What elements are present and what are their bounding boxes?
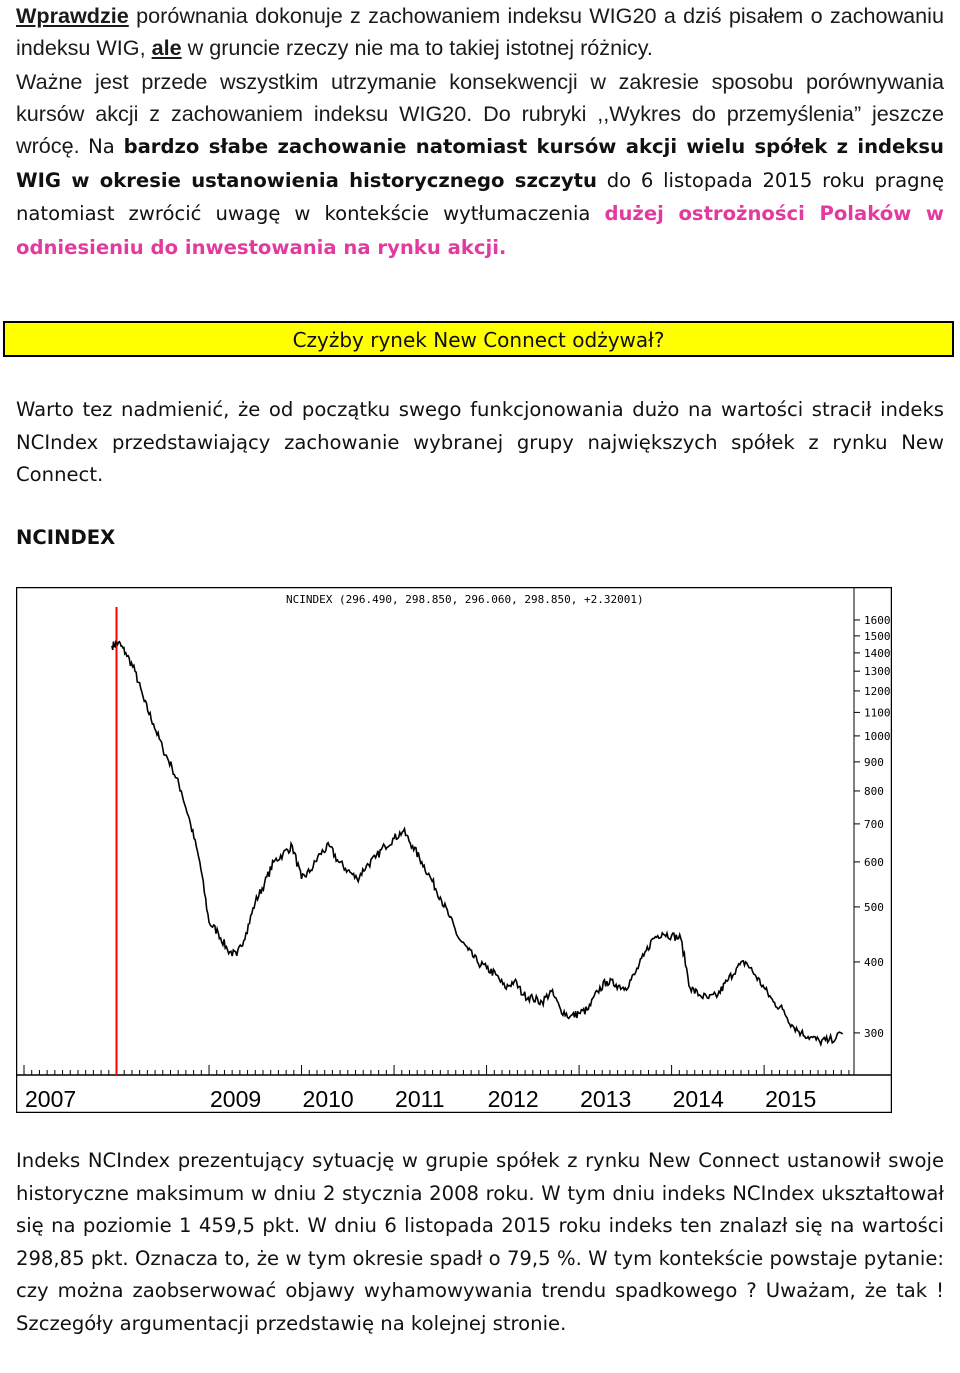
y-tick-label: 300 (864, 1026, 884, 1040)
y-tick-label: 1000 (864, 729, 891, 743)
emphasis-ale: ale (151, 35, 182, 60)
y-tick-label: 800 (864, 784, 884, 798)
x-tick-label: 2009 (210, 1086, 262, 1112)
x-tick-label: 2013 (580, 1086, 632, 1112)
consistency-text-2: Na (88, 135, 124, 158)
y-tick-label: 1400 (864, 646, 891, 660)
y-tick-label: 500 (864, 900, 884, 914)
x-tick-label: 2015 (765, 1086, 817, 1112)
x-tick-label: 2007 (25, 1086, 77, 1112)
y-tick-label: 1600 (864, 613, 891, 627)
section-banner: Czyżby rynek New Connect odżywał? (3, 321, 954, 357)
x-tick-label: 2012 (487, 1086, 539, 1112)
y-tick-label: 1100 (864, 706, 891, 720)
y-tick-label: 1500 (864, 629, 891, 643)
paragraph-intro (16, 0, 944, 64)
paragraph-ncindex-intro: Warto tez nadmienić, że od początku swego funkcjonowania dużo na wartości stracił indeks NCIndex przedstawiający zachowanie wybranej grupy największych spółek z rynku New Connect. (16, 398, 944, 486)
y-tick-label: 1300 (864, 665, 891, 679)
y-tick-label: 600 (864, 855, 884, 869)
intro-text-2: w gruncie rzeczy nie ma to takiej istotnej różnicy. (181, 35, 653, 60)
x-tick-label: 2014 (672, 1086, 724, 1112)
y-tick-label: 700 (864, 817, 884, 831)
chart-frame (17, 588, 892, 1113)
intro-text-1: porównania dokonuje z zachowaniem indeksu WIG20 a dziś pisałem o zachowaniu indeksu WIG, (16, 3, 944, 60)
y-tick-label: 1200 (864, 684, 891, 698)
y-tick-label: 400 (864, 955, 884, 969)
consistency-text-1: Ważne jest przede wszystkim utrzymanie konsekwencji w zakresie sposobu porównywania kursów akcji z zachowaniem indeksu WIG20. Do rubryki ,,Wykres do przemyślenia” jeszcze wrócę. (16, 69, 944, 158)
paragraph-consistency (16, 66, 944, 264)
y-tick-label: 900 (864, 755, 884, 769)
consistency-bold-text: bardzo słabe zachowanie natomiast kursów akcji wielu spółek z indeksu WIG w okresie ustanowienia historycznego szczytu (16, 135, 944, 192)
x-tick-label: 2010 (302, 1086, 354, 1112)
x-tick-label: 2011 (395, 1086, 445, 1112)
chart-heading: NCINDEX (16, 526, 116, 549)
consistency-text-3: do 6 listopada 2015 roku pragnę natomiast zwrócić uwagę w kontekście wytłumaczenia (16, 168, 944, 225)
chart-title: NCINDEX (296.490, 298.850, 296.060, 298.850, +2.32001) (286, 593, 644, 606)
consistency-highlight-text: dużej ostrożności Polaków w odniesieniu do inwestowania na rynku akcji. (16, 202, 944, 259)
paragraph-conclusion: Indeks NCIndex prezentujący sytuację w grupie spółek z rynku New Connect ustanowił swoje historyczne maksimum w dniu 2 stycznia 2008 roku. W tym dniu indeks NCIndex ukształtował się na poziomie 1 459,5 pkt. W dniu 6 listopada 2015 roku indeks ten znalazł się na wartości 298,85 pkt. Oznacza to, że w tym okresie spadł o 79,5 %. W tym kontekście powstaje pytanie: czy można zaobserwować objawy wyhamowywania trendu spadkowego ? Uważam, że tak ! Szczegóły argumentacji przedstawię na kolejnej stronie. (16, 1149, 944, 1335)
ncindex-chart (16, 587, 892, 1113)
emphasis-wprawdzie: Wprawdzie (16, 3, 129, 28)
